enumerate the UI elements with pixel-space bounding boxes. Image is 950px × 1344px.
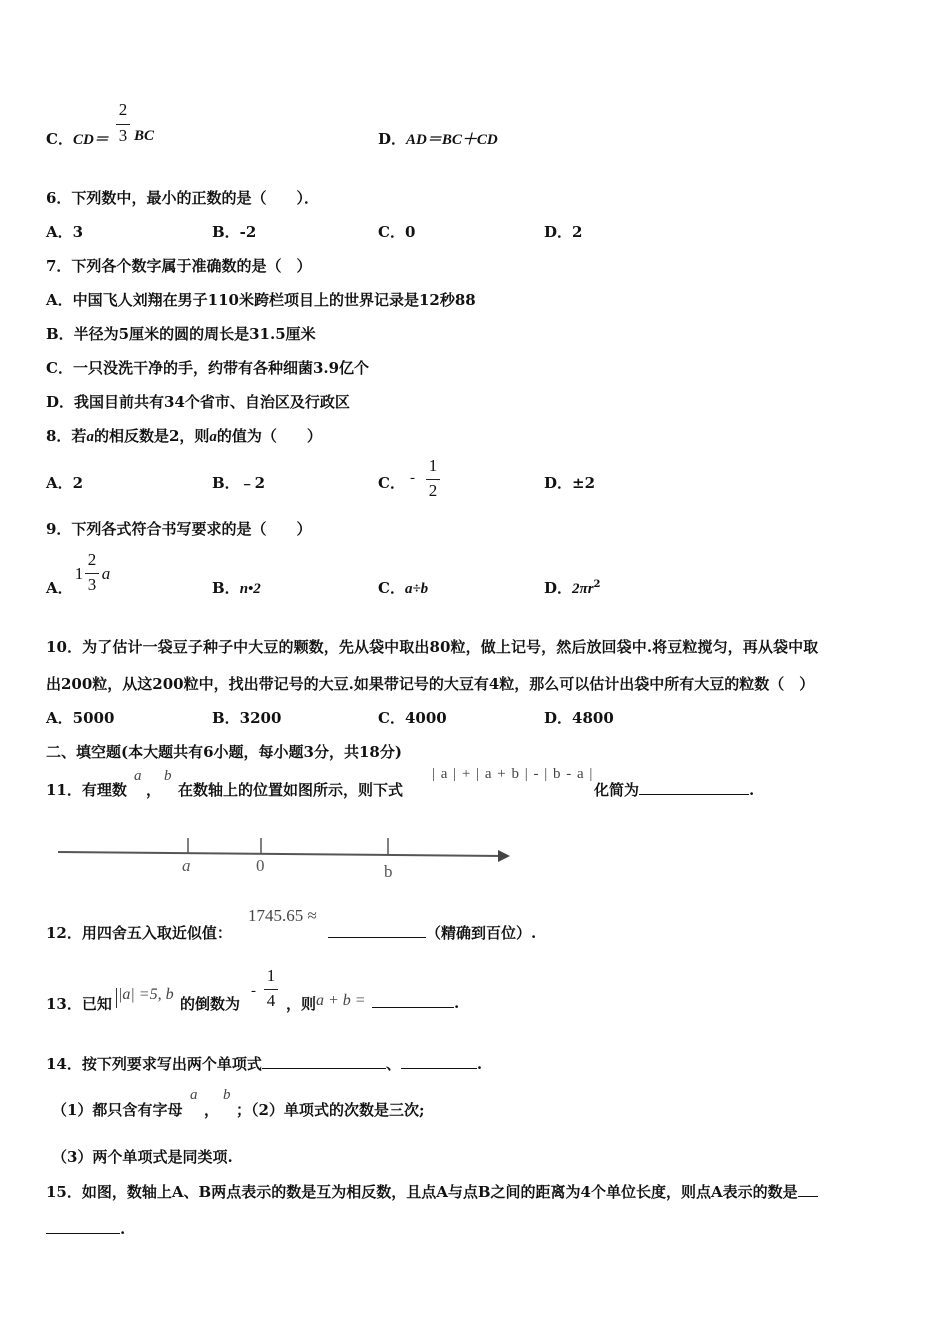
q5-option-d bbox=[378, 128, 498, 149]
q11-suffix-text: 化简为 bbox=[594, 781, 640, 799]
q15-end: . bbox=[120, 1220, 126, 1238]
q10-line2: 出200粒，从这200粒中，找出带记号的大豆.如果带记号的大豆有4粒，那么可以估计出袋中所有大豆的粒数（ ） bbox=[46, 675, 815, 693]
q9-option-a-var: a bbox=[101, 564, 111, 583]
q15-line2 bbox=[46, 1219, 125, 1238]
q8-option-c-numerator: 1 bbox=[428, 456, 438, 475]
q10-option-a: A．5000 bbox=[46, 709, 115, 727]
q5-option-c-lhs: CD＝ bbox=[72, 132, 109, 148]
q10-line1: 10．为了估计一袋豆子种子中大豆的颗数，先从袋中取出80粒，做上记号，然后放回袋中.将豆粒搅匀，再从袋中取 bbox=[46, 638, 819, 656]
q11-var-a: a bbox=[134, 768, 142, 784]
q11-axis-label-a: a bbox=[182, 856, 191, 875]
q15-answer-blank-end[interactable] bbox=[46, 1219, 120, 1234]
q9-option-b-text: n•2 bbox=[239, 581, 261, 597]
q9-option-d-label: D． bbox=[544, 579, 573, 597]
q6-option-b: B．-2 bbox=[212, 223, 257, 241]
q13-fraction-numerator: 1 bbox=[266, 966, 276, 985]
q7-option-d: D．我国目前共有34个省市、自治区及行政区 bbox=[46, 393, 350, 411]
q9-option-b bbox=[212, 577, 261, 598]
q9-option-a-numerator: 2 bbox=[87, 550, 97, 569]
q13-mid2: ，则 bbox=[286, 995, 317, 1013]
q12-answer-blank[interactable] bbox=[328, 923, 426, 938]
q8-stem-post: 的值为（ ） bbox=[216, 427, 322, 445]
q13-fraction-bar bbox=[264, 989, 278, 990]
q7-option-c: C．一只没洗干净的手，约带有各种细菌3.9亿个 bbox=[46, 359, 370, 377]
q11-end: . bbox=[749, 781, 755, 799]
q14-separator: 、 bbox=[385, 1055, 401, 1073]
q10-option-d: D．4800 bbox=[544, 709, 614, 727]
q12-prefix: 12．用四舍五入取近似值： bbox=[46, 924, 232, 942]
q5-fraction-numerator: 2 bbox=[118, 100, 128, 119]
q5-option-c bbox=[46, 128, 109, 149]
q13-mid: 的倒数为 bbox=[180, 995, 241, 1013]
q14-answer-blank-1[interactable] bbox=[262, 1054, 386, 1069]
q9-option-a-label: A． bbox=[46, 579, 73, 597]
q9-option-a-fraction-bar bbox=[85, 573, 99, 574]
q15-line1-text: 15．如图，数轴上A、B两点表示的数是互为相反数，且点A与点B之间的距离为4个单位长度，则点A表示的数是 bbox=[46, 1183, 798, 1201]
q13-answer-blank[interactable] bbox=[372, 993, 454, 1008]
q14-end: . bbox=[476, 1055, 483, 1073]
q8-option-c-fraction-bar bbox=[426, 479, 440, 480]
q5-option-c-label: C． bbox=[46, 130, 73, 148]
q5-option-d-text: AD＝BC＋CD bbox=[406, 132, 498, 148]
q5-option-c-rhs: BC bbox=[134, 128, 155, 144]
q14-stem-text: 14．按下列要求写出两个单项式 bbox=[46, 1055, 262, 1073]
q11-axis-label-0: 0 bbox=[256, 856, 265, 875]
q11-axis-arrow bbox=[498, 850, 510, 862]
q11-axis-line bbox=[58, 852, 502, 856]
q12-expression: 1745.65 ≈ bbox=[248, 906, 317, 925]
q9-option-c-label: C． bbox=[378, 579, 405, 597]
q11-var-b: b bbox=[164, 768, 172, 784]
q10-option-c: C．4000 bbox=[378, 709, 447, 727]
q8-stem-var-a: a bbox=[86, 429, 94, 445]
q11-mid: 在数轴上的位置如图所示，则下式 bbox=[178, 781, 404, 799]
q13-abs-bar-left bbox=[116, 988, 117, 1008]
q11-comma: ， bbox=[146, 781, 162, 799]
q12-suffix-text: （精确到百位）. bbox=[426, 924, 537, 942]
q9-stem: 9．下列各式符合书写要求的是（ ） bbox=[46, 520, 312, 538]
q15-line1 bbox=[46, 1181, 818, 1202]
q11-suffix bbox=[594, 779, 754, 800]
q8-option-b: B．﹣2 bbox=[212, 474, 266, 492]
q11-axis-label-b: b bbox=[384, 862, 393, 881]
section-heading-fill-in: 二、填空题(本大题共有6小题，每小题3分，共18分) bbox=[46, 743, 402, 761]
q6-option-a: A．3 bbox=[46, 223, 84, 241]
q5-option-d-label: D． bbox=[378, 130, 407, 148]
q9-option-c-text: a÷b bbox=[404, 581, 429, 597]
q13-prefix: 13．已知 bbox=[46, 995, 112, 1013]
q9-option-a-whole: 1 bbox=[74, 564, 84, 583]
q9-option-d-exponent: 2 bbox=[593, 579, 601, 590]
q8-stem-mid: 的相反数是2，则 bbox=[93, 427, 210, 445]
q11-prefix: 11．有理数 bbox=[46, 781, 127, 799]
q11-answer-blank[interactable] bbox=[639, 780, 749, 795]
q9-option-d bbox=[544, 577, 601, 598]
q13-answer bbox=[372, 993, 459, 1012]
q6-option-d: D．2 bbox=[544, 223, 583, 241]
q11-expression: | a | + | a + b | - | b - a | bbox=[432, 766, 594, 782]
q7-option-a: A．中国飞人刘翔在男子110米跨栏项目上的世界记录是12秒88 bbox=[46, 291, 476, 309]
q6-option-c: C．0 bbox=[378, 223, 416, 241]
q13-fraction-denominator: 4 bbox=[266, 991, 276, 1010]
q13-fraction-sign: - bbox=[251, 983, 256, 999]
q13-expression: |a| =5, b bbox=[118, 986, 174, 1003]
q8-option-d: D．±2 bbox=[544, 474, 596, 492]
q13-expression2: a + b = bbox=[316, 992, 366, 1009]
q14-cond3: （3）两个单项式是同类项. bbox=[52, 1148, 233, 1166]
q14-cond1-comma: ， bbox=[204, 1101, 220, 1119]
q14-cond1-var-a: a bbox=[190, 1087, 198, 1103]
q9-option-b-label: B． bbox=[212, 579, 240, 597]
q9-option-a-denominator: 3 bbox=[87, 575, 97, 594]
q15-answer-blank-start[interactable] bbox=[798, 1182, 818, 1197]
q8-option-c-denominator: 2 bbox=[428, 481, 438, 500]
q8-stem-var-a2: a bbox=[209, 429, 217, 445]
q14-cond1-post: ；（2）单项式的次数是三次; bbox=[236, 1101, 425, 1119]
q7-stem: 7．下列各个数字属于准确数的是（ ） bbox=[46, 257, 312, 275]
q10-option-b: B．3200 bbox=[212, 709, 282, 727]
q14-answer-blank-2[interactable] bbox=[401, 1054, 477, 1069]
q9-option-c bbox=[378, 577, 428, 598]
q13-end: . bbox=[454, 994, 460, 1012]
q8-stem-pre: 8．若 bbox=[46, 427, 87, 445]
q12-suffix bbox=[328, 922, 536, 943]
q5-fraction-bar bbox=[116, 124, 130, 125]
q14-cond1-pre: （1）都只含有字母 bbox=[52, 1101, 183, 1119]
q8-option-a: A．2 bbox=[46, 474, 84, 492]
q14-cond1-var-b: b bbox=[223, 1087, 231, 1103]
q14-stem bbox=[46, 1053, 482, 1074]
q8-option-c-label: C． bbox=[378, 474, 405, 492]
q8-option-c-sign: - bbox=[410, 470, 415, 486]
q8-stem bbox=[46, 425, 322, 446]
q7-option-b: B．半径为5厘米的圆的周长是31.5厘米 bbox=[46, 325, 316, 343]
q5-fraction-denominator: 3 bbox=[118, 126, 128, 145]
q11-number-line bbox=[50, 830, 520, 890]
q9-option-d-text: 2πr bbox=[572, 581, 594, 597]
q6-stem: 6．下列数中，最小的正数的是（ ）． bbox=[46, 189, 319, 207]
